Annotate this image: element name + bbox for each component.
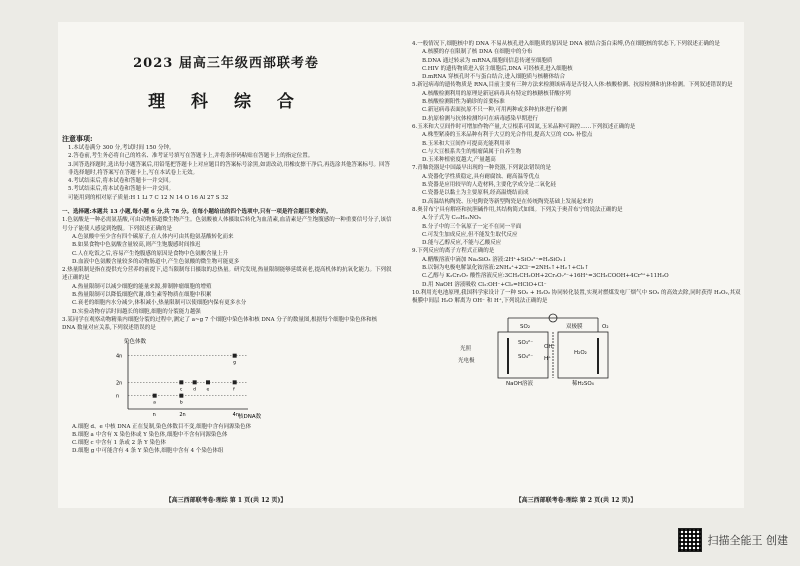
option: A.核膜的存在限制了核 DNA 在细胞中的分布 bbox=[422, 49, 533, 56]
right-page bbox=[408, 22, 744, 508]
option: A.分子式为 C₂₂H₃₁NO₃ bbox=[422, 215, 481, 222]
option: A.色氨酸中至少含有四个碳原子,在人体内可由其他氨基酸转化而来 bbox=[72, 233, 234, 240]
question-1: 1.色氨酸是一种必需氨基酸,可由动物肠道微生物产生。色氨酸被人体摄取后转化为血清素,血清素是产生饱腹感的一种重要信号分子,该信号分子能使人感觉到饱腹。下列叙述正确的是 bbox=[62, 217, 392, 232]
question-10: 10.利用光电池原理,我国科学家设计了一种 SO₂ + H₂O₂ 协同转化装置,实现对燃煤发电厂烟气中 SO₂ 的高效去除,同时获得 H₂O₂,其双极膜中间层 H₂O 解离为 OH⁻ 和 H⁺,下列说法正确的是 bbox=[412, 289, 741, 305]
option: A.瓷器化学性质稳定,具有耐腐蚀、耐高温等优点 bbox=[422, 173, 540, 180]
option: B.细胞 a 中含有 X 染色体或 Y 染色体,细胞中不含有同源染色体 bbox=[72, 431, 228, 438]
option: B.以铜为电极电解氯化铵溶液:2NH₄⁺+2Cl⁻=2NH₃↑+H₂↑+Cl₂↑ bbox=[422, 265, 589, 272]
so2-label: SO₂ bbox=[520, 323, 531, 330]
question-block bbox=[408, 40, 744, 306]
option: D.细胞 g 中可能含有 4 条 Y 染色体,细胞中含有 4 个染色体组 bbox=[72, 448, 224, 455]
membrane-label: 双极膜 bbox=[566, 323, 583, 330]
data-point bbox=[233, 353, 237, 357]
data-point bbox=[179, 393, 183, 397]
option: C.人在吃饭之后,容易产生饱腹感的原因是食物中色氨酸含量上升 bbox=[72, 250, 229, 257]
y-axis-label: 染色体数 bbox=[124, 338, 147, 345]
subject-title: 理 科 综 合 bbox=[148, 92, 304, 112]
exam-title: 2023 届高三年级西部联考卷 bbox=[133, 56, 319, 71]
option: B.分子中的三个氧原子一定不在同一平面 bbox=[422, 223, 522, 230]
y-tick-label: n bbox=[116, 393, 120, 400]
option: A.热量限制可以减少细胞的能量来源,抑制肿瘤细胞的增殖 bbox=[72, 283, 212, 290]
chromosome-dna-chart bbox=[98, 335, 268, 421]
h2o2-label: H₂O₂ bbox=[574, 349, 587, 356]
notice-list bbox=[58, 144, 394, 202]
light-label: 光照 bbox=[460, 345, 472, 352]
page-footer: 【高三西部联考卷·理综 第 1 页(共 12 页)】 bbox=[165, 497, 287, 504]
y-tick-label: 2n bbox=[116, 379, 123, 386]
page-footer: 【高三西部联考卷·理综 第 2 页(共 12 页)】 bbox=[515, 497, 637, 504]
option: D.用 NaOH 溶液吸收 Cl₂:OH⁻+Cl₂=HClO+Cl⁻ bbox=[422, 281, 547, 288]
question-9: 9.下列反应的离子方程式正确的是 bbox=[412, 248, 495, 255]
option: C.衰老的细胞内水分减少,体积减小,热量限制可以使细胞内保有更多水分 bbox=[72, 300, 247, 307]
hplus-label: H⁺ bbox=[544, 355, 552, 362]
option: B.核酸检测阳性为确诊的首要标准 bbox=[422, 99, 505, 106]
option: D.能与乙醇反应,不能与乙酸反应 bbox=[422, 240, 502, 247]
x-tick-label: n bbox=[152, 411, 156, 418]
option: B.如果食物中色氨酸含量较高,则产生饱腹感时间推迟 bbox=[72, 242, 201, 249]
o2-label: O₂ bbox=[602, 323, 609, 330]
data-point bbox=[179, 380, 183, 384]
question-block bbox=[58, 208, 394, 332]
scanner-watermark bbox=[678, 528, 789, 552]
data-point bbox=[233, 380, 237, 384]
data-point bbox=[193, 380, 197, 384]
chart-svg bbox=[98, 335, 268, 421]
naoh-label: NaOH溶液 bbox=[506, 380, 533, 386]
point-label: f bbox=[233, 386, 235, 392]
option: D.血液中色氨酸含量较多的动物肠道中,产生色氨酸的微生物可能更多 bbox=[72, 258, 240, 265]
section-heading: 一、选择题:本题共 13 小题,每小题 6 分,共 78 分。在每小题给出的四个选项中,只有一项是符合题目要求的。 bbox=[62, 209, 332, 216]
question-2: 2.热量限制是指在提供充分营养的前提下,适当限制每日摄取的总热量。研究发现,热量限制能够延缓衰老,提高机体的抗氧化能力。下列叙述正确的是 bbox=[62, 267, 392, 282]
x-tick-label: 4n bbox=[232, 411, 240, 418]
qr-code-icon bbox=[678, 528, 702, 552]
option: D.抗原检测与抗体检测均可在病毒感染早期进行 bbox=[422, 115, 538, 122]
exam-paper bbox=[58, 22, 744, 508]
question-3: 3.某同学在观察动物精巢内细胞分裂的过程中,测定了 a~g 7 个细胞中染色体和核 DNA 分子的数量图,根据每个细胞中染色体和核 DNA 数量对应关系,下列叙述错误的是 bbox=[62, 316, 378, 332]
question-6: 6.玉米和大豆间作时可增加作物产量,大豆根系可固氮,玉米品种可调控……下列叙述正确的是 bbox=[412, 123, 636, 130]
point-label: g bbox=[233, 360, 237, 366]
option: B.DNA 通过转录为 mRNA,细胞间信息传递至细胞质 bbox=[422, 57, 553, 64]
point-label: d bbox=[193, 386, 197, 392]
data-point bbox=[206, 380, 210, 384]
option: D.mRNA 穿核孔时不与蛋白结合,进入细胞质与核糖体结合 bbox=[422, 74, 566, 81]
option: C.瓷器是以黏土为主要原料,经高温烧结而成 bbox=[422, 190, 529, 197]
electrolysis-diagram bbox=[448, 310, 658, 386]
option: B.玉米和大豆间作可提高光能利用率 bbox=[422, 140, 511, 147]
notice-heading: 注意事项: bbox=[62, 134, 93, 143]
option: C.与大豆根系共生的根瘤菌属于自养生物 bbox=[422, 148, 522, 155]
question-5: 5.新冠病毒的遗传物质是 RNA,目前主要有三种方法来检测该病毒是否侵入人体:核酸检测、抗原检测和抗体检测。下列叙述错误的是 bbox=[412, 82, 733, 89]
option: C.HIV 的遗传物质进入宿主细胞后,DNA 可经核孔进入细胞核 bbox=[422, 65, 573, 72]
option: D.高温结构陶瓷、压电陶瓷等新型陶瓷是在传统陶瓷基础上发展起来的 bbox=[422, 198, 593, 205]
y-tick-label: 4n bbox=[116, 353, 123, 360]
option: C.可发生加成反应,但不能发生取代反应 bbox=[422, 231, 518, 238]
diagram-svg bbox=[448, 310, 658, 386]
notice-item: 5.考试结束后,将本试卷和答题卡一并交回。 bbox=[68, 186, 174, 193]
point-label: c bbox=[179, 386, 183, 392]
notice-item: 4.考试结束后,将本试卷和答题卡一并交回。 bbox=[68, 178, 174, 185]
option: A.株型紧凑的玉米品种有利于大豆的光合作用,提高大豆的 CO₂ 补偿点 bbox=[422, 132, 593, 139]
atomic-masses: 可能用到的相对原子质量:H 1 Li 7 C 12 N 14 O 16 Al 27 S 32 bbox=[68, 194, 229, 201]
so4-label: SO₄²⁻ bbox=[518, 353, 534, 360]
data-point bbox=[153, 393, 157, 397]
option: D.玉米种植密度越大,产量越高 bbox=[422, 157, 496, 164]
question-8: 8.奥昔布宁具有解痉和抗胆碱作用,其结构简式如图。下列关于奥昔布宁的说法正确的是 bbox=[412, 206, 623, 213]
option: C.乙醇与 K₂Cr₂O₇ 酸性溶液反应:3CH₃CH₂OH+2Cr₂O₇²⁻+16H⁺=3CH₃COOH+4Cr³⁺+11H₂O bbox=[422, 273, 669, 280]
option: C.细胞 c 中含有 1 条或 2 条 Y 染色体 bbox=[72, 440, 166, 447]
option: A.醋酸溶液中滴加 Na₂SiO₃ 溶液:2H⁺+SiO₃²⁻=H₂SiO₃↓ bbox=[422, 256, 567, 263]
point-label: b bbox=[179, 400, 183, 406]
point-label: e bbox=[206, 386, 210, 392]
left-page bbox=[58, 22, 394, 508]
option: C.新冠病毒表面抗原不只一种,可用两种或多种抗体进行检测 bbox=[422, 107, 568, 114]
option: A.核酸检测利用的原理是新冠病毒具有特定的核糖核苷酸序列 bbox=[422, 90, 571, 97]
x-tick-label: 2n bbox=[179, 411, 186, 418]
electrode-label: 光电极 bbox=[458, 357, 475, 364]
question-3-options bbox=[58, 423, 394, 456]
question-4: 4.一般情况下,细胞核中的 DNA 不易从核孔进入细胞质的原因是 DNA 被结合蛋白束缚,仍在细胞核的状态下,下列叙述正确的是 bbox=[412, 41, 720, 47]
watermark-text: 扫描全能王 创建 bbox=[707, 534, 788, 547]
notice-item: 2.答卷前,考生务必将自己的姓名、准考证号填写在答题卡上,并将条形码粘贴在答题卡上的指定位置。 bbox=[68, 153, 314, 160]
h2so4-label: 稀H₂SO₄ bbox=[572, 380, 594, 386]
notice-item: 3.回答选择题时,选出每小题答案后,用铅笔把答题卡上对应题目的答案标号涂黑,如需改动,用橡皮擦干净后,再选涂其他答案标号。回答非选择题时,将答案写在答题卡上,写在本试卷上无效。 bbox=[68, 161, 390, 176]
point-label: a bbox=[153, 400, 156, 406]
option: B.瓷器是应用较早的人造材料,主要化学成分是二氧化硅 bbox=[422, 182, 557, 189]
question-7: 7.青釉瓷器是中国最早出现的一种瓷器,下列说法错误的是 bbox=[412, 165, 551, 172]
notice-item: 1.本试卷满分 300 分,考试时间 150 分钟。 bbox=[68, 145, 175, 151]
ohminus-label: OH⁻ bbox=[544, 343, 556, 350]
option: D.实验动物存活时间越长的细胞,细胞的分裂能力越强 bbox=[72, 308, 201, 315]
option: B.热量限制可以降低细胞代谢,维生素等物质在细胞中积累 bbox=[72, 292, 212, 299]
option: A.细胞 d、e 中核 DNA 正在复制,染色体数目不变,细胞中含有同源染色体 bbox=[72, 423, 252, 430]
x-axis-label: 核DNA数 bbox=[238, 413, 262, 420]
so3-label: SO₃²⁻ bbox=[518, 339, 534, 346]
